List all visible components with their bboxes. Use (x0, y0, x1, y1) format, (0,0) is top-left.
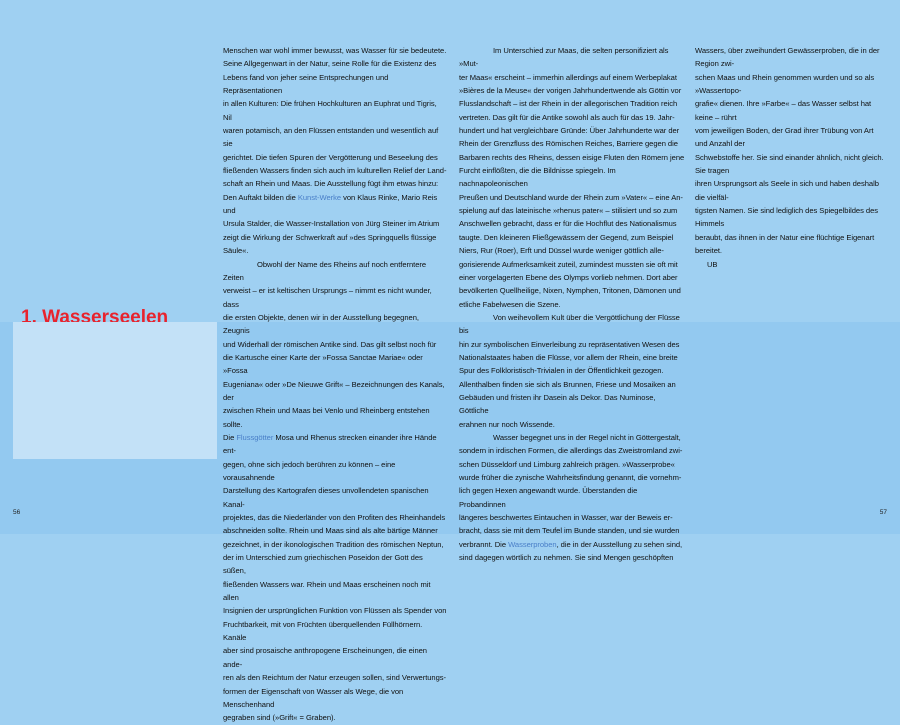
page-number-right: 57 (879, 509, 887, 516)
link-kunst-werke[interactable]: Kunst-Werke (297, 192, 342, 202)
paragraph-kult: Von weihevollem Kult über die Vergöttlichung der Flüsse bis hin zur symbolischen Einverleibung zu repräsentativen Wesen des Nationalstaates haben die Flüsse, vor allem der Rhein, eine breite Spur des Folkloristisch-Trivialen in der Öffentlichkeit gezogen. Allenthalben finden sie sich als Brunnen, Friese und Mosaiken an Gebäuden und fristen ihr Dasein als Dekor. Das Numinose, Göttliche erahnen nur noch Wissende. (459, 312, 680, 429)
heading-panel (13, 322, 217, 459)
paragraph-wasserprobe: Wasser begegnet uns in der Regel nicht in Göttergestalt, sondern in irdischen Formen, die allerdings das Zweistromland zwi- schen Düsseldorf und Limburg zahlreich prägen. »Wasserprobe« wurde früher die zynische Wahrheitsfindung genannt, die vornehm- lich gegen Hexen angewandt wurde. Überstanden die Probandinnen längeres beschwertes Eintauchen in Wasser, war der Beweis er- bracht, dass sie mit dem Teufel im Bunde standen, und sie wurden verbrannt. Die Wasserproben, die in der Ausstellung zu sehen sind, sind dagegen wörtlich zu nehmen. Sie sind Mengen geschöpften (459, 432, 683, 563)
link-wasserproben[interactable]: Wasserproben (508, 539, 557, 549)
page-number-left: 56 (13, 509, 21, 516)
text-column-3 (695, 44, 885, 271)
text-column-1 (223, 44, 447, 725)
author-signature: UB (707, 259, 718, 269)
paragraph-maas: Im Unterschied zur Maas, die selten personifiziert als »Mut- ter Maas« erscheint – immerhin allerdings auf einem Werbeplakat »Bières de la Meuse« der vorigen Jahrhundertwende als Göttin vor Flusslandschaft – ist der Rhein in der allegorischen Tradition reich vertreten. Das gilt für die Antike sowohl als auch für das 19. Jahr- hundert und hat vergleichbare Gründe: Über Jahrhunderte war der Rhein der Grenzfluss des Römischen Reiches, Barriere gegen die Barbaren rechts des Rheins, dessen eisige Fluten den Römern jene Furcht einflößten, die die Bildnisse spiegeln. Im nachnapoleonischen Preußen und Deutschland wurde der Rhein zum »Vater« – eine An- spielung auf das lateinische »rhenus pater« – stilisiert und so zum Anschwellen gebracht, dass er für die Hochflut des Nationalismus taugte. Den kleineren Fließgewässern der Gegend, zum Beispiel Niers, Rur (Roer), Erft und Düssel wurde weniger göttlich alle- gorisierende Aufmerksamkeit zuteil, zumindest mussten sie oft mit einer vorgelagerten Ebene des Olymps vorlieb nehmen. Dort aber bevölkerten Quellheilige, Nixen, Nymphen, Tritonen, Dämonen und etliche Fabelwesen die Szene. (459, 46, 685, 309)
paragraph-wassertopografie: Wassers, über zweihundert Gewässerproben, die in der Region zwi- schen Maas und Rhein genommen wurden und so als »Wassertopo- grafie« dienen. Ihre »Farbe« – das Wasser selbst hat keine – rührt vom jeweiligen Boden, der Grad ihrer Trübung von Art und Anzahl der Schwebstoffe her. Sie sind einander ähnlich, nicht gleich. Sie tragen ihren Ursprungsort als Seele in sich und haben deshalb die vielfäl- tigsten Namen. Sie sind lediglich des Spiegelbildes des Himmels beraubt, das ihnen in der Natur eine flüchtige Eigenart bereitet. UB (695, 46, 884, 269)
paragraph-intro: Menschen war wohl immer bewusst, was Wasser für sie bedeutete. Seine Allgegenwart in der Natur, seine Rolle für die Existenz des Lebens fand von jeher seine Entsprechungen und Repräsentationen in allen Kulturen: Die frühen Hochkulturen an Euphrat und Tigris, Nil waren potamisch, an den Flüssen entstanden und wesentlich auf sie gerichtet. Die tiefen Spuren der Vergötterung und Beseelung des fließenden Wassers finden sich auch im kulturellen Relief der Land- schaft an Rhein und Maas. Die Ausstellung fügt ihm etwas hinzu: Den Auftakt bilden die Kunst-Werke von Klaus Rinke, Mario Reis und Ursula Stalder, die Wasser-Installation von Jürg Steiner im Atrium zeigt die Wirkung der Schwerkraft auf »des Springquells flüssige Säule«. (223, 46, 447, 256)
link-flussgoetter[interactable]: Flussgötter (236, 432, 274, 442)
section-heading: 1. Wasserseelen (21, 307, 169, 322)
text-column-2 (459, 44, 685, 564)
paragraph-rhein-maas: Obwohl der Name des Rheins auf noch entferntere Zeiten verweist – er ist keltischen Ursprungs – nimmt es nicht wunder, dass die ersten Objekte, denen wir in der Ausstellung begegnen, Zeugnis und Widerhall der römischen Antike sind. Das gilt selbst noch für die Kartusche einer Karte der »Fossa Sanctae Mariae« oder »Fossa Eugeniana« oder »De Nieuwe Grift« – Bezeichnungen des Kanals, der zwischen Rhein und Maas bei Venlo und Rheinberg entstehen sollte. Die Flussgötter Mosa und Rhenus strecken einander ihre Hände ent- gegen, ohne sich jedoch berühren zu können – eine vorausahnende Darstellung des Kartografen dieses unvollendeten spanischen Kanal- projektes, das die Niederländer von den Profiten des Rheinhandels abschneiden sollte. Rhein und Maas sind als alte bärtige Männer gezeichnet, in der ikonologischen Tradition des römischen Neptun, der im Unterschied zum griechischen Poseidon der Gott des süßen, fließenden Wassers war. Rhein und Maas erscheinen noch mit allen Insignien der ursprünglichen Funktion von Flüssen als Spender von Fruchtbarkeit, mit von Früchten überquellenden Füllhörnern. Kanäle aber sind prosaische anthropogene Erscheinungen, die einen ande- ren als den Reichtum der Natur erzeugen sollen, sind Verwertungs- formen der Eigenschaft von Wasser als Wege, die von Menschenhand gegraben sind (»Grift« = Graben). (223, 259, 447, 723)
